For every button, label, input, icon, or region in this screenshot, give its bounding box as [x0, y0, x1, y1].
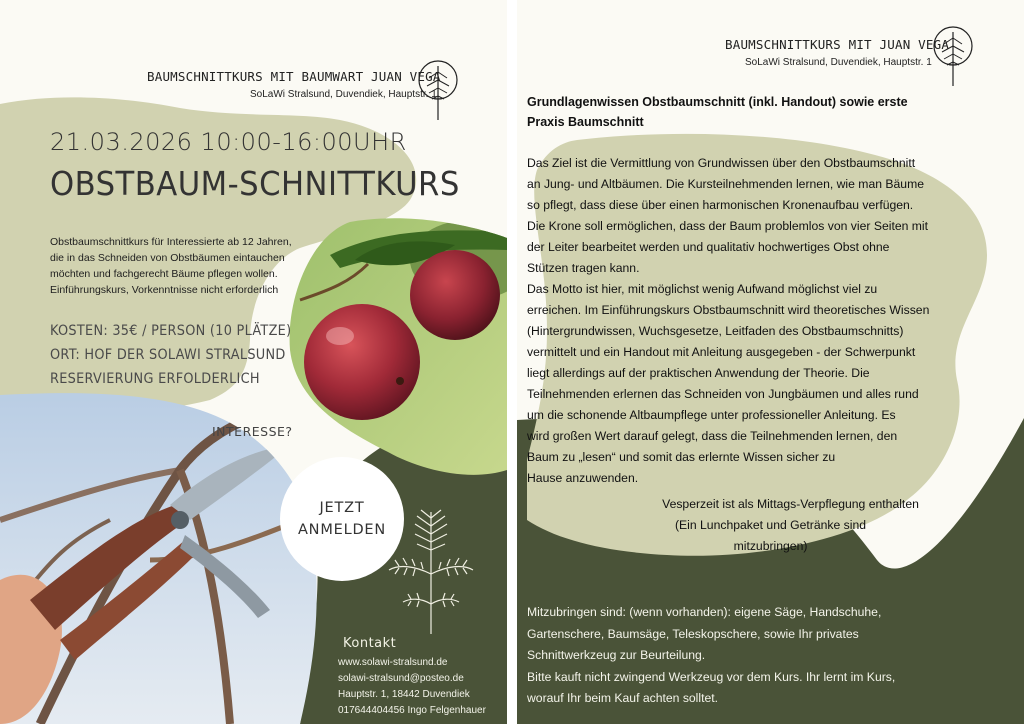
body-line: so pflegt, dass diese über einen harmonischen Kronenaufbau verfügen. — [527, 198, 914, 212]
course-date: 21.03.2026 10:00-16:00UHR — [50, 128, 407, 156]
contact-heading: Kontakt — [343, 636, 397, 651]
tree-icon — [930, 24, 976, 88]
brand-subtitle: SoLaWi Stralsund, Duvendiek, Hauptstr. 1 — [745, 57, 932, 68]
bring-line: Schnittwerkzeug zur Beurteilung. — [527, 648, 706, 662]
location-info: ORT: HOF DER SOLAWI STRALSUND — [50, 347, 286, 363]
brand-title: BAUMSCHNITTKURS MIT JUAN VEGA — [725, 37, 950, 52]
bring-line: Gartenschere, Baumsäge, Teleskopschere, sowie Ihr privates — [527, 626, 859, 641]
brand-title: BAUMSCHNITTKURS MIT BAUMWART JUAN VEGA — [147, 69, 441, 84]
register-line-2: ANMELDEN — [297, 522, 387, 538]
body-line: Das Ziel ist die Vermittlung von Grundwissen über den Obstbaumschnitt — [527, 156, 916, 170]
brand-subtitle: SoLaWi Stralsund, Duvendiek, Hauptstr. 1 — [250, 89, 437, 100]
bring-along-info — [527, 602, 1022, 710]
bring-line: Mitzubringen sind: (wenn vorhanden): eigene Säge, Handschuhe, — [527, 605, 882, 619]
body-line: Teilnehmenden erlernen das Schneiden von Jungbäumen und alles rund — [527, 387, 919, 401]
course-title: OBSTBAUM-SCHNITTKURS — [50, 164, 460, 203]
body-line: (Hintergrundwissen, Wuchsgesetze, Leitfaden des Obstbaumschnitts) — [527, 324, 904, 338]
body-line: Die Krone soll ermöglichen, dass der Baum problemlos von vier Seiten mit — [527, 219, 929, 233]
heading-line: Grundlagenwissen Obstbaumschnitt (inkl. Handout) sowie erste — [527, 95, 908, 109]
body-line: an Jung- und Altbäumen. Die Kursteilnehmenden lernen, wie man Bäume — [527, 177, 925, 191]
contact-address: Hauptstr. 1, 18442 Duvendiek — [338, 689, 470, 700]
body-line: erreichen. Im Einführungskurs Obstbaumschnitt wird theoretisches Wissen — [527, 303, 930, 317]
body-line: Hause anzuwenden. — [527, 471, 639, 485]
info-heading — [527, 92, 967, 132]
body-line: Das Motto ist hier, mit möglichst wenig Aufwand möglichst viel zu — [527, 282, 878, 296]
body-line: liegt allerdings auf der praktischen Anwendung der Theorie. Die — [527, 366, 870, 380]
course-description — [527, 153, 1017, 489]
body-line: der Leiter bearbeitet werden und qualitativ hochwertiges Obst ohne — [527, 240, 890, 254]
body-line: vermittelt und ein Handout mit Anleitung ausgegeben - der Schwerpunkt — [527, 345, 916, 359]
note-line: (Ein Lunchpaket und Getränke sind — [674, 518, 867, 532]
note-line: mitzubringen) — [733, 539, 808, 553]
interest-prompt: INTERESSE? — [212, 424, 293, 439]
page-gap — [507, 0, 517, 724]
register-line-1: JETZT — [319, 500, 365, 516]
course-intro — [50, 234, 340, 298]
heading-line: Praxis Baumschnitt — [527, 115, 644, 129]
reservation-info: RESERVIERUNG ERFOLDERLICH — [50, 371, 260, 387]
intro-line: möchten und fachgerecht Bäume pflegen wollen. — [50, 268, 278, 280]
bring-line: worauf Ihr beim Kauf achten solltet. — [527, 691, 719, 705]
meal-note — [517, 494, 1024, 557]
body-line: um die schonende Altbaumpflege unter professioneller Anleitung. Es — [527, 408, 896, 422]
intro-line: Obstbaumschnittkurs für Interessierte ab 12 Jahren, — [50, 236, 292, 248]
flyer-back — [517, 0, 1024, 724]
email-link[interactable]: solawi-stralsund@posteo.de — [338, 673, 464, 684]
cost-info: KOSTEN: 35€ / PERSON (10 PLÄTZE) — [50, 323, 292, 339]
body-line: wird großen Wert darauf gelegt, dass die Teilnehmenden lernen, den — [527, 429, 898, 443]
bring-line: Bitte kauft nicht zwingend Werkzeug vor dem Kurs. Ihr lernt im Kurs, — [527, 669, 896, 684]
fern-sprig-icon — [385, 508, 477, 636]
note-line: Vesperzeit ist als Mittags-Verpflegung enthalten — [662, 497, 919, 511]
body-line: Stützen tragen kann. — [527, 261, 640, 275]
phone-link[interactable]: 017644404456 Ingo Felgenhauer — [338, 705, 486, 716]
body-line: Baum zu „lesen“ und somit das erlernte Wissen sicher zu — [527, 450, 836, 464]
website-link[interactable]: www.solawi-stralsund.de — [338, 657, 448, 668]
intro-line: Einführungskurs, Vorkenntnisse nicht erforderlich — [50, 284, 279, 296]
intro-line: die in das Schneiden von Obstbäumen eintauchen — [50, 252, 285, 264]
flyer-front — [0, 0, 507, 724]
